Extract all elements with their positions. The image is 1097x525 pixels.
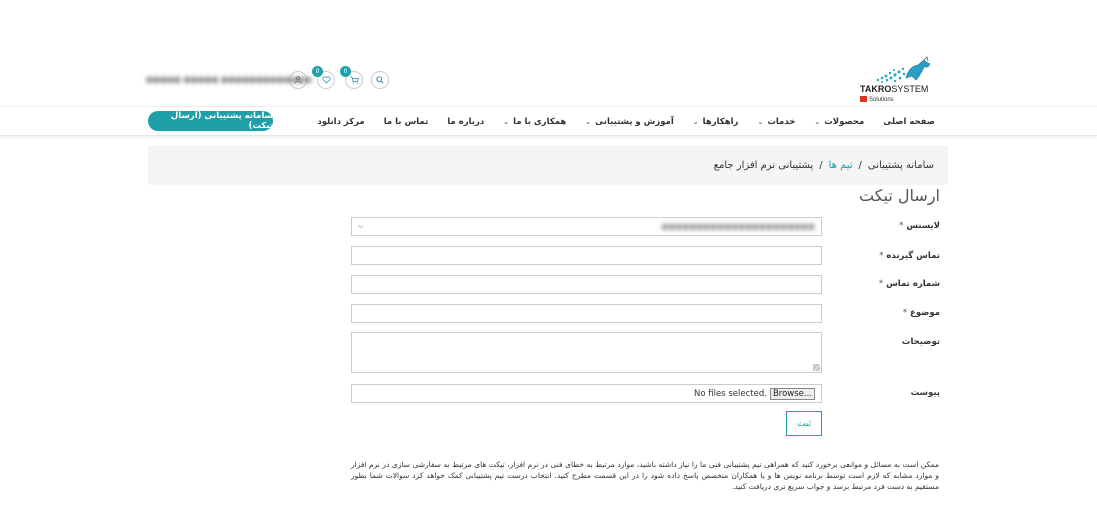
license-label: لایسنس * [899, 221, 940, 231]
chevron-down-icon: ⌄ [757, 118, 764, 126]
subject-input[interactable] [351, 304, 822, 323]
wishlist-button[interactable] [315, 68, 335, 89]
license-value: ●●●●●●●●●●●●●●●●●●●●●● [661, 222, 815, 231]
nav-menu [298, 107, 935, 137]
chevron-down-icon: ⌵ [358, 222, 364, 230]
nav-item-8[interactable] [317, 117, 364, 127]
chevron-down-icon: ⌄ [692, 118, 699, 126]
nav-item-7[interactable] [384, 117, 429, 127]
chevron-down-icon: ⌄ [585, 118, 592, 126]
nav-item-label: درباره ما [447, 117, 485, 127]
breadcrumb-teams[interactable]: تیم ها [828, 160, 853, 171]
nav-item-4[interactable] [585, 117, 673, 127]
phone-input[interactable] [351, 275, 822, 294]
browse-button[interactable]: Browse... [770, 388, 815, 400]
resize-handle-icon[interactable] [813, 364, 820, 371]
breadcrumb [148, 146, 948, 185]
breadcrumb-separator: / [858, 160, 862, 171]
support-ticket-button[interactable]: سامانه پشتیبانی (ارسال تیکت) [148, 111, 273, 131]
nav-item-5[interactable] [503, 117, 566, 127]
nav-item-label: محصولات [824, 117, 865, 127]
search-icon [376, 76, 384, 84]
cart-button[interactable] [343, 68, 363, 89]
info-note: ممکن است به مسائل و موانعی برخورد کنید که همراهی تیم پشتیبانی فنی ما را نیاز داشته باشید، موارد مرتبط به خطای فنی در نرم افزار، تیکت های مرتبط به سفارشی سازی در نرم افزار و موارد مشابه که لازم است توسط برنامه نویس ها و یا همکاران متخصص پاسخ داده شود را در این قسمت مطرح کنید. انتخاب درست تیم پشتیبانی کمک خواهد کرد سوالات شما بطور مستقیم به دست فرد مرتبط برسد و جواب سریع تری دریافت کنید. [351, 460, 939, 491]
nav-item-1[interactable] [814, 117, 864, 127]
header-contact-info: ●●●●● ●●●●● ●●●●●●●●●●●●● [146, 75, 312, 84]
description-label: توضیحات [901, 337, 940, 347]
subject-label: موضوع * [902, 308, 940, 318]
wishlist-count-badge: 0 [312, 66, 323, 77]
submit-button[interactable]: ثبت [786, 411, 822, 436]
nav-item-0[interactable] [883, 117, 935, 127]
horse-logo-icon [870, 56, 940, 86]
cart-count-badge: 0 [340, 66, 351, 77]
nav-item-6[interactable] [447, 117, 484, 127]
nav-item-2[interactable] [757, 117, 795, 127]
nav-item-label: صفحه اصلی [883, 117, 935, 127]
breadcrumb-home[interactable]: سامانه پشتیبانی [867, 160, 934, 171]
nav-item-label: آموزش و پشتیبانی [595, 117, 674, 127]
cart-icon [350, 76, 359, 84]
attachment-label: پیوست [910, 388, 940, 398]
license-select[interactable] [351, 217, 822, 236]
attachment-file-input[interactable] [351, 384, 822, 403]
heart-icon [322, 76, 331, 84]
nav-item-label: تماس با ما [383, 117, 429, 127]
nav-item-label: خدمات [767, 117, 796, 127]
breadcrumb-current: پشتیبانی نرم افزار جامع [713, 160, 814, 171]
no-file-text: No files selected. [694, 388, 767, 399]
site-logo[interactable] [860, 56, 942, 104]
contact-person-label: تماس گیرنده * [879, 251, 940, 261]
chevron-down-icon: ⌄ [503, 118, 510, 126]
chevron-down-icon: ⌄ [814, 118, 821, 126]
nav-item-label: همکاری با ما [513, 117, 567, 127]
page-title: ارسال تیکت [859, 186, 940, 205]
nav-item-label: مرکز دانلود [317, 117, 365, 127]
logo-sub-text: Solutions [860, 96, 894, 103]
logo-brand-text: TAKROSYSTEM [860, 84, 929, 94]
description-textarea[interactable] [351, 332, 822, 373]
nav-item-label: راهکارها [702, 117, 739, 127]
breadcrumb-separator: / [819, 160, 823, 171]
logo-mark-icon [860, 96, 867, 102]
search-button[interactable] [371, 71, 389, 89]
contact-person-input[interactable] [351, 246, 822, 265]
phone-label: شماره تماس * [878, 279, 940, 289]
nav-item-3[interactable] [693, 117, 739, 127]
